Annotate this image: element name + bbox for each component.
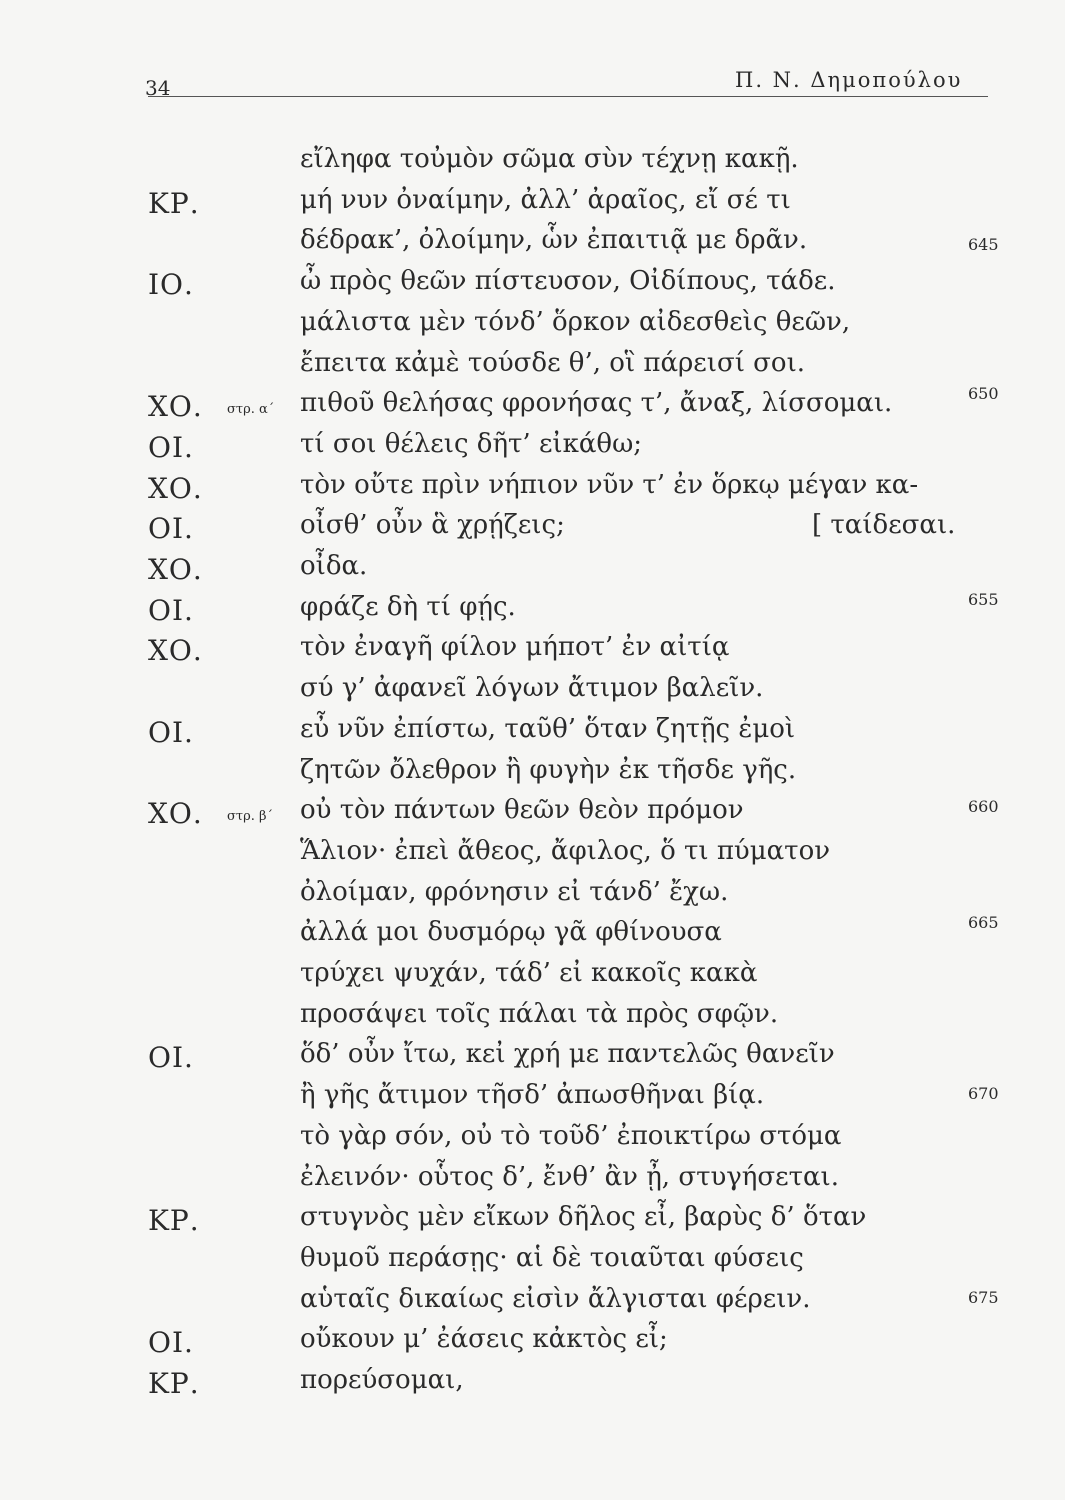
verse-continuation: [ ταίδεσαι. — [812, 510, 956, 540]
verse-line — [0, 1200, 1065, 1240]
line-number: 670 — [968, 1084, 999, 1103]
verse-text: μή νυν ὀναίμην, ἀλλ’ ἀραῖος, εἴ σέ τι — [300, 185, 791, 215]
verse-text: δέδρακ’, ὀλοίμην, ὧν ἐπαιτιᾷ με δρᾶν. — [300, 225, 808, 255]
verse-text: τρύχει ψυχάν, τάδ’ εἰ κακοῖς κακὰ — [300, 958, 758, 988]
verse-line — [0, 753, 1065, 793]
verse-line — [0, 712, 1065, 752]
speaker-label: ΚΡ. — [148, 1367, 200, 1400]
verse-line — [0, 183, 1065, 223]
line-number: 660 — [968, 797, 999, 816]
verse-line — [0, 875, 1065, 915]
verse-line — [0, 1322, 1065, 1362]
strophe-marker: στρ. α΄ — [227, 402, 275, 417]
verse-line — [0, 1078, 1065, 1118]
verse-line — [0, 997, 1065, 1037]
verse-text: ἀλλά μοι δυσμόρῳ γᾶ φθίνουσα — [300, 917, 722, 947]
verse-line — [0, 630, 1065, 670]
verse-text: θυμοῦ περάσῃς· αἱ δὲ τοιαῦται φύσεις — [300, 1243, 804, 1273]
speaker-label: ΚΡ. — [148, 187, 200, 220]
verse-line — [0, 549, 1065, 589]
speaker-label: ΧΟ. — [148, 553, 203, 586]
verse-line — [0, 1037, 1065, 1077]
verse-line — [0, 427, 1065, 467]
verse-text: προσάψει τοῖς πάλαι τὰ πρὸς σφῷν. — [300, 999, 779, 1029]
verse-text: οὔκουν μ’ ἐάσεις κἀκτὸς εἶ; — [300, 1324, 668, 1354]
verse-text: ἢ γῆς ἄτιμον τῆσδ’ ἀπωσθῆναι βίᾳ. — [300, 1080, 765, 1110]
running-title: Π. Ν. Δημοπούλου — [735, 68, 963, 92]
verse-text: οἶσθ’ οὖν ἃ χρῄζεις; — [300, 510, 565, 540]
verse-text: ὦ πρὸς θεῶν πίστευσον, Οἰδίπους, τάδε. — [300, 266, 836, 296]
verse-text: ζητῶν ὄλεθρον ἢ φυγὴν ἐκ τῆσδε γῆς. — [300, 755, 797, 785]
verse-text: ὀλοίμαν, φρόνησιν εἰ τάνδ’ ἔχω. — [300, 877, 729, 907]
verse-line — [0, 590, 1065, 630]
line-number: 650 — [968, 384, 999, 403]
speaker-label: ΟΙ. — [148, 512, 194, 545]
verse-line — [0, 346, 1065, 386]
verse-line — [0, 386, 1065, 426]
verse-line — [0, 956, 1065, 996]
verse-line — [0, 1119, 1065, 1159]
verse-line — [0, 223, 1065, 263]
verse-text: πορεύσομαι, — [300, 1365, 464, 1395]
speaker-label: ΧΟ. — [148, 634, 203, 667]
speaker-label: ΚΡ. — [148, 1204, 200, 1237]
speaker-label: ΧΟ. — [148, 472, 203, 505]
strophe-marker: στρ. β΄ — [227, 809, 273, 824]
line-number: 675 — [968, 1288, 999, 1307]
verse-text: εὖ νῦν ἐπίστω, ταῦθ’ ὅταν ζητῇς ἐμοὶ — [300, 714, 796, 744]
speaker-label: ΙΟ. — [148, 268, 194, 301]
speaker-label: ΟΙ. — [148, 716, 194, 749]
verse-line — [0, 142, 1065, 182]
verse-text: Ἅλιον· ἐπεὶ ἄθεος, ἄφιλος, ὅ τι πύματον — [300, 836, 831, 866]
verse-line — [0, 508, 1065, 548]
speaker-label: ΟΙ. — [148, 1326, 194, 1359]
verse-line — [0, 305, 1065, 345]
verse-line — [0, 1160, 1065, 1200]
verse-text: τὸν ἐναγῆ φίλον μήποτ’ ἐν αἰτίᾳ — [300, 632, 730, 662]
verse-line — [0, 671, 1065, 711]
verse-text: τὸν οὔτε πρὶν νήπιον νῦν τ’ ἐν ὅρκῳ μέγαν κα- — [300, 470, 919, 500]
verse-text: τὸ γὰρ σόν, οὐ τὸ τοῦδ’ ἐποικτίρω στόμα — [300, 1121, 842, 1151]
verse-text: εἴληφα τοὐμὸν σῶμα σὺν τέχνῃ κακῇ. — [300, 144, 799, 174]
verse-line — [0, 834, 1065, 874]
verse-text: πιθοῦ θελήσας φρονήσας τ’, ἄναξ, λίσσομαι. — [300, 388, 893, 418]
verse-text: ἔπειτα κἀμὲ τούσδε θ’, οἳ πάρεισί σοι. — [300, 348, 806, 378]
line-number: 645 — [968, 235, 999, 254]
verse-line — [0, 264, 1065, 304]
header-rule — [148, 96, 988, 97]
verse-line — [0, 915, 1065, 955]
verse-line — [0, 1241, 1065, 1281]
speaker-label: ΧΟ. — [148, 797, 203, 830]
verse-text: στυγνὸς μὲν εἴκων δῆλος εἶ, βαρὺς δ’ ὅταν — [300, 1202, 867, 1232]
verse-text: τί σοι θέλεις δῆτ’ εἰκάθω; — [300, 429, 643, 459]
verse-line — [0, 1363, 1065, 1403]
verse-line — [0, 1282, 1065, 1322]
verse-text: φράζε δὴ τί φῄς. — [300, 592, 516, 622]
verse-line — [0, 793, 1065, 833]
speaker-label: ΟΙ. — [148, 431, 194, 464]
verse-text: αὑταῖς δικαίως εἰσὶν ἄλγισται φέρειν. — [300, 1284, 811, 1314]
verse-text: ἐλεινόν· οὗτος δ’, ἔνθ’ ἂν ᾖ, στυγήσεται. — [300, 1162, 840, 1192]
line-number: 665 — [968, 913, 999, 932]
page-number: 34 — [145, 76, 171, 100]
verse-text: οἶδα. — [300, 551, 368, 581]
verse-text: οὐ τὸν πάντων θεῶν θεὸν πρόμον — [300, 795, 744, 825]
speaker-label: ΟΙ. — [148, 594, 194, 627]
line-number: 655 — [968, 590, 999, 609]
verse-line — [0, 468, 1065, 508]
verse-text: μάλιστα μὲν τόνδ’ ὅρκον αἰδεσθεὶς θεῶν, — [300, 307, 851, 337]
verse-text: σύ γ’ ἀφανεῖ λόγων ἄτιμον βαλεῖν. — [300, 673, 764, 703]
speaker-label: ΟΙ. — [148, 1041, 194, 1074]
speaker-label: ΧΟ. — [148, 390, 203, 423]
verse-text: ὅδ’ οὖν ἴτω, κεἰ χρή με παντελῶς θανεῖν — [300, 1039, 835, 1069]
